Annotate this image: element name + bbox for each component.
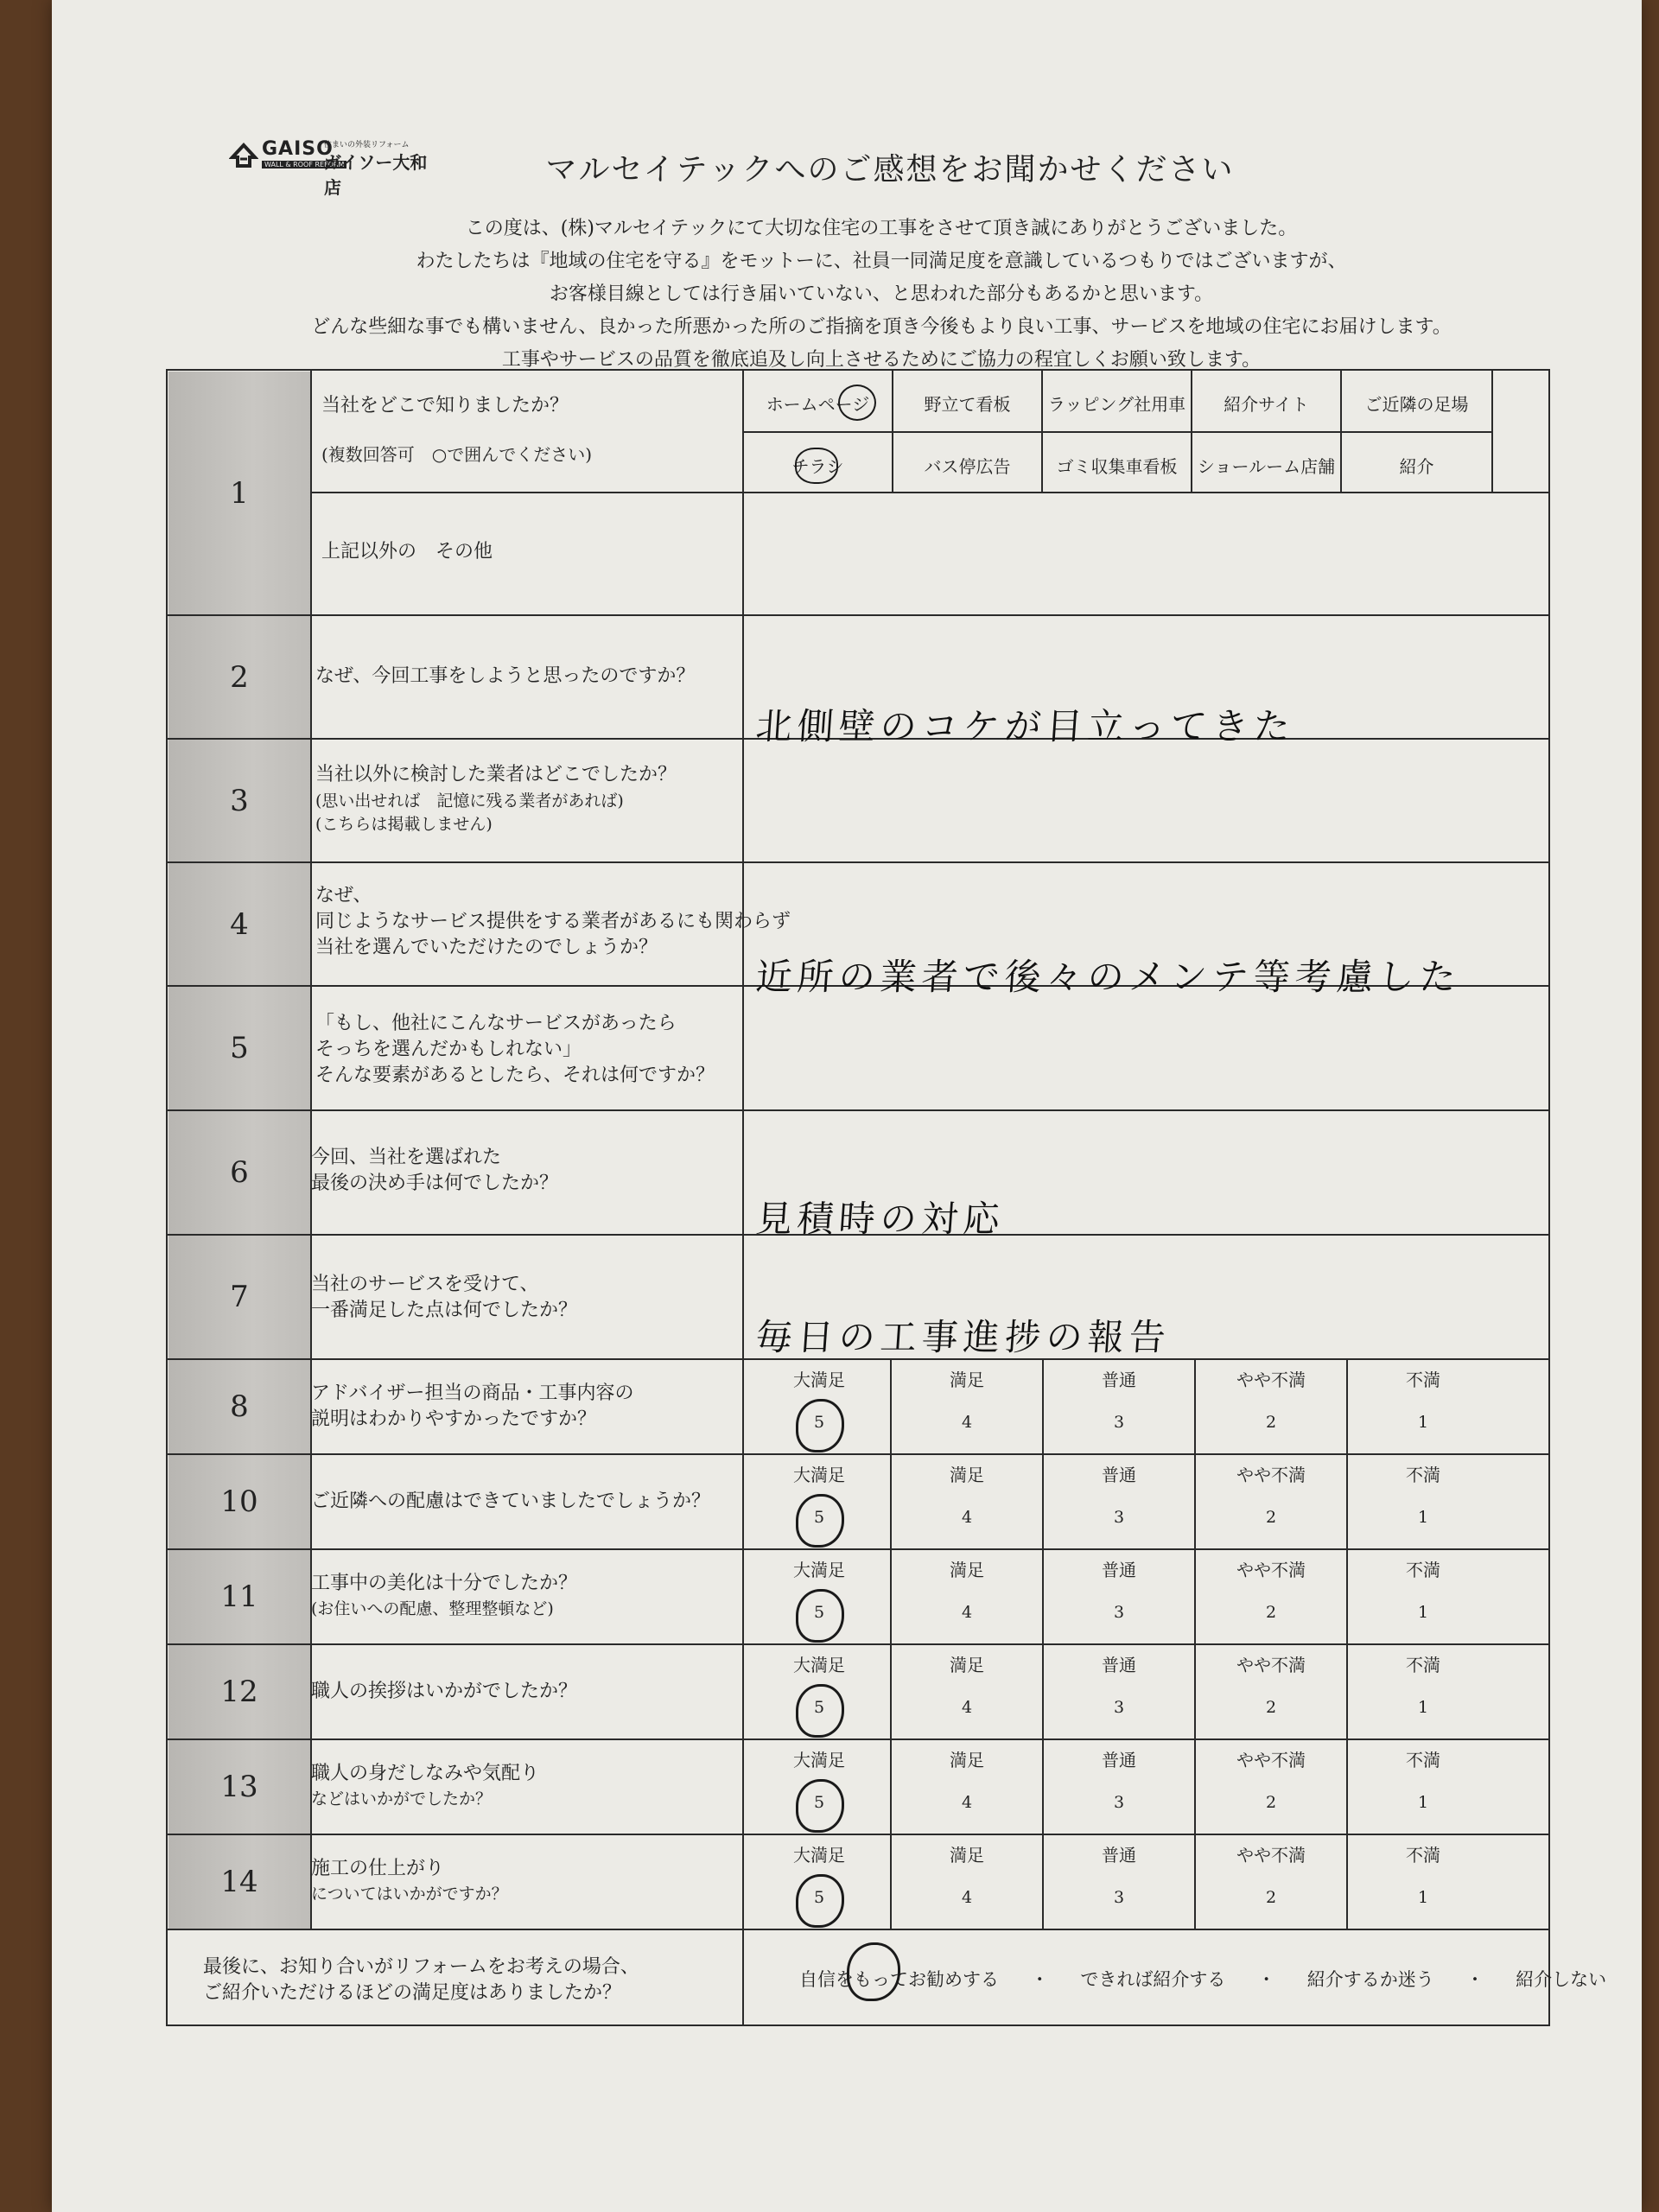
- selection-circle: [795, 448, 838, 484]
- intro-line: 工事やサービスの品質を徹底追及し向上させるためにご協力の程宜しくお願い致します。: [501, 349, 1262, 371]
- rating-option-2[interactable]: 2: [1265, 1603, 1277, 1622]
- row-number: 13: [168, 1740, 310, 1834]
- source-option-referral-site[interactable]: 紹介サイト: [1224, 394, 1309, 415]
- handwritten-answer[interactable]: 毎日の工事進捗の報告: [754, 1316, 1173, 1358]
- logo-tagline: 住まいの外装リフォーム: [324, 141, 410, 149]
- rating-option-5[interactable]: 5: [813, 1888, 825, 1907]
- selection-circle: [796, 1779, 844, 1833]
- rating-label: やや不満: [1236, 1465, 1306, 1485]
- question-text: なぜ、: [315, 885, 372, 906]
- rating-label: 不満: [1406, 1560, 1440, 1580]
- rating-option-3[interactable]: 3: [1113, 1508, 1125, 1527]
- row-number: 4: [168, 863, 310, 985]
- intro-line: どんな些細な事でも構いません、良かった所悪かった所のご指摘を頂き今後もより良い工事、サービスを地域の住宅にお届けします。: [311, 316, 1452, 338]
- rating-label: 大満足: [793, 1465, 845, 1485]
- recommend-option-confident[interactable]: 自信をもってお勧めする: [799, 1969, 999, 1990]
- row-number: 12: [168, 1645, 310, 1738]
- rating-option-4[interactable]: 4: [961, 1698, 973, 1717]
- question-text: 一番満足した点は何でしたか？: [311, 1300, 578, 1321]
- rating-label: やや不満: [1236, 1750, 1306, 1770]
- row-number: 8: [168, 1360, 310, 1453]
- rating-option-4[interactable]: 4: [961, 1793, 973, 1812]
- question-text: なぜ、今回工事をしようと思ったのですか？: [315, 665, 696, 687]
- rating-label: やや不満: [1236, 1845, 1306, 1866]
- rating-option-5[interactable]: 5: [813, 1413, 825, 1432]
- row-number: 5: [168, 987, 310, 1109]
- rating-option-5[interactable]: 5: [813, 1698, 825, 1717]
- question-text: 当社をどこで知りましたか？: [321, 395, 569, 416]
- final-question-line: ご紹介いただけるほどの満足度はありましたか？: [203, 1982, 622, 2004]
- rating-option-3[interactable]: 3: [1113, 1698, 1125, 1717]
- row-number: 14: [168, 1835, 310, 1929]
- question-text: 当社以外に検討した業者はどこでしたか？: [315, 764, 677, 785]
- source-option-signboard[interactable]: 野立て看板: [924, 394, 1011, 415]
- source-option-garbage-truck[interactable]: ゴミ収集車看板: [1056, 456, 1178, 477]
- rating-label: 不満: [1406, 1750, 1440, 1770]
- rating-label: 大満足: [793, 1845, 845, 1866]
- rating-option-3[interactable]: 3: [1113, 1603, 1125, 1622]
- source-option-showroom[interactable]: ショールーム店舗: [1197, 456, 1336, 477]
- question-text: そんな要素があるとしたら、それは何ですか？: [315, 1065, 715, 1086]
- selection-circle: [796, 1874, 844, 1928]
- source-option-homepage[interactable]: ホームページ: [766, 394, 870, 415]
- rating-option-5[interactable]: 5: [813, 1793, 825, 1812]
- rating-label: 満足: [950, 1845, 984, 1866]
- question-text: 職人の身だしなみや気配り: [311, 1763, 540, 1784]
- rating-label: 満足: [950, 1750, 984, 1770]
- selection-circle: [847, 1942, 900, 2001]
- question-note: (思い出せれば 記憶に残る業者があれば): [315, 791, 624, 810]
- recommend-options: [799, 1966, 1606, 1992]
- source-option-wrapped-car[interactable]: ラッピング社用車: [1047, 394, 1186, 415]
- logo-sub: WALL & ROOF REFORM: [262, 161, 346, 168]
- logo-brand: GAISO: [262, 138, 334, 160]
- rating-option-3[interactable]: 3: [1113, 1413, 1125, 1432]
- rating-label: 満足: [950, 1370, 984, 1390]
- rating-label: 大満足: [793, 1370, 845, 1390]
- selection-circle: [796, 1494, 844, 1548]
- selection-circle: [796, 1589, 844, 1643]
- row-number: 7: [168, 1236, 310, 1358]
- rating-label: やや不満: [1236, 1560, 1306, 1580]
- rating-option-1[interactable]: 1: [1417, 1508, 1429, 1527]
- rating-label: 普通: [1102, 1845, 1136, 1866]
- rating-label: 大満足: [793, 1750, 845, 1770]
- source-option-neighbor-scaffold[interactable]: ご近隣の足場: [1364, 394, 1469, 415]
- row-number: 11: [168, 1550, 310, 1643]
- separator: ・: [1465, 1969, 1484, 1990]
- rating-label: 不満: [1406, 1465, 1440, 1485]
- recommend-option-if-possible[interactable]: できれば紹介する: [1080, 1969, 1226, 1990]
- question-text: 工事中の美化は十分でしたか？: [311, 1573, 578, 1594]
- rating-option-4[interactable]: 4: [961, 1508, 973, 1527]
- handwritten-answer[interactable]: 見積時の対応: [754, 1198, 1007, 1240]
- rating-option-4[interactable]: 4: [961, 1603, 973, 1622]
- rating-label: 不満: [1406, 1370, 1440, 1390]
- selection-circle: [838, 385, 876, 421]
- source-option-bus-stop-ad[interactable]: バス停広告: [924, 456, 1011, 477]
- row-number: 3: [168, 740, 310, 861]
- rating-option-3[interactable]: 3: [1113, 1888, 1125, 1907]
- rating-label: 普通: [1102, 1655, 1136, 1675]
- rating-label: やや不満: [1236, 1655, 1306, 1675]
- rating-label: 普通: [1102, 1560, 1136, 1580]
- question-text: 当社を選んでいただけたのでしょうか？: [315, 937, 658, 958]
- rating-option-1[interactable]: 1: [1417, 1698, 1429, 1717]
- handwritten-answer[interactable]: 北側壁のコケが目立ってきた: [754, 705, 1297, 747]
- question-text: 今回、当社を選ばれた: [311, 1147, 502, 1168]
- rating-label: 普通: [1102, 1465, 1136, 1485]
- question-text: 説明はわかりやすかったですか？: [311, 1408, 597, 1430]
- rating-option-1[interactable]: 1: [1417, 1603, 1429, 1622]
- rating-label: 大満足: [793, 1655, 845, 1675]
- question-text: 「もし、他社にこんなサービスがあったら: [315, 1013, 677, 1034]
- source-option-flyer[interactable]: チラシ: [791, 456, 844, 477]
- survey-sheet: [52, 0, 1642, 2212]
- question-text: 施工の仕上がり: [311, 1858, 445, 1879]
- question-note: (こちらは掲載しません): [315, 815, 493, 834]
- rating-label: やや不満: [1236, 1370, 1306, 1390]
- intro-line: わたしたちは『地域の住宅を守る』をモットーに、社員一同満足度を意識しているつもりではございますが、: [416, 251, 1347, 272]
- page-title: マルセイテックへのご感想をお聞かせください: [545, 152, 1235, 188]
- rating-label: 不満: [1406, 1655, 1440, 1675]
- final-question-line: 最後に、お知り合いがリフォームをお考えの場合、: [203, 1956, 639, 1978]
- rating-option-4[interactable]: 4: [961, 1413, 973, 1432]
- handwritten-answer[interactable]: 近所の業者で後々のメンテ等考慮した: [754, 956, 1463, 998]
- logo-store: ガイソー大和店: [324, 152, 428, 198]
- separator: ・: [1030, 1969, 1049, 1990]
- intro-line: この度は、(株)マルセイテックにて大切な住宅の工事をさせて頂き誠にありがとうございました。: [465, 218, 1298, 239]
- rating-option-2[interactable]: 2: [1265, 1793, 1277, 1812]
- question-text: ご近隣への配慮はできていましたでしょうか？: [311, 1491, 711, 1512]
- selection-circle: [796, 1684, 844, 1738]
- question-text: 職人の挨拶はいかがでしたか？: [311, 1681, 578, 1702]
- intro-line: お客様目線としては行き届いていない、と思われた部分もあるかと思います。: [549, 283, 1214, 305]
- question-note: についてはいかがですか？: [311, 1885, 508, 1904]
- recommend-option-unsure[interactable]: 紹介するか迷う: [1306, 1969, 1434, 1990]
- rating-option-5[interactable]: 5: [813, 1603, 825, 1622]
- rating-label: 不満: [1406, 1845, 1440, 1866]
- rating-option-3[interactable]: 3: [1113, 1793, 1125, 1812]
- question-text: 最後の決め手は何でしたか？: [311, 1173, 559, 1194]
- source-option-referral[interactable]: 紹介: [1399, 456, 1434, 477]
- row-number: 6: [168, 1111, 310, 1234]
- final-question: [203, 1955, 639, 2006]
- rating-option-2[interactable]: 2: [1265, 1888, 1277, 1907]
- rating-option-1[interactable]: 1: [1417, 1888, 1429, 1907]
- rating-label: 普通: [1102, 1370, 1136, 1390]
- question-text: 同じようなサービス提供をする業者があるにも関わらず: [315, 911, 791, 932]
- row-number: 1: [168, 372, 310, 614]
- rating-label: 満足: [950, 1560, 984, 1580]
- rating-option-4[interactable]: 4: [961, 1888, 973, 1907]
- rating-option-2[interactable]: 2: [1265, 1508, 1277, 1527]
- question-note: (お住いへの配慮、整理整頓など): [311, 1599, 554, 1618]
- rating-label: 満足: [950, 1655, 984, 1675]
- row-number: 10: [168, 1455, 310, 1548]
- separator: ・: [1257, 1969, 1276, 1990]
- question-note: (複数回答可 ○で囲んでください): [321, 444, 593, 465]
- other-label: 上記以外の その他: [321, 541, 493, 563]
- recommend-option-no[interactable]: 紹介しない: [1516, 1969, 1607, 1990]
- rating-label: 大満足: [793, 1560, 845, 1580]
- question-text: そっちを選んだかもしれない」: [315, 1039, 582, 1060]
- rating-option-2[interactable]: 2: [1265, 1698, 1277, 1717]
- rating-label: 満足: [950, 1465, 984, 1485]
- rating-label: 普通: [1102, 1750, 1136, 1770]
- question-note: などはいかがでしたか？: [311, 1789, 493, 1808]
- row-number: 2: [168, 616, 310, 738]
- rating-option-1[interactable]: 1: [1417, 1793, 1429, 1812]
- question-text: 当社のサービスを受けて、: [311, 1274, 539, 1295]
- rating-option-2[interactable]: 2: [1265, 1413, 1277, 1432]
- rating-option-1[interactable]: 1: [1417, 1413, 1429, 1432]
- rating-option-5[interactable]: 5: [813, 1508, 825, 1527]
- question-text: アドバイザー担当の商品・工事内容の: [311, 1382, 634, 1404]
- selection-circle: [796, 1399, 844, 1452]
